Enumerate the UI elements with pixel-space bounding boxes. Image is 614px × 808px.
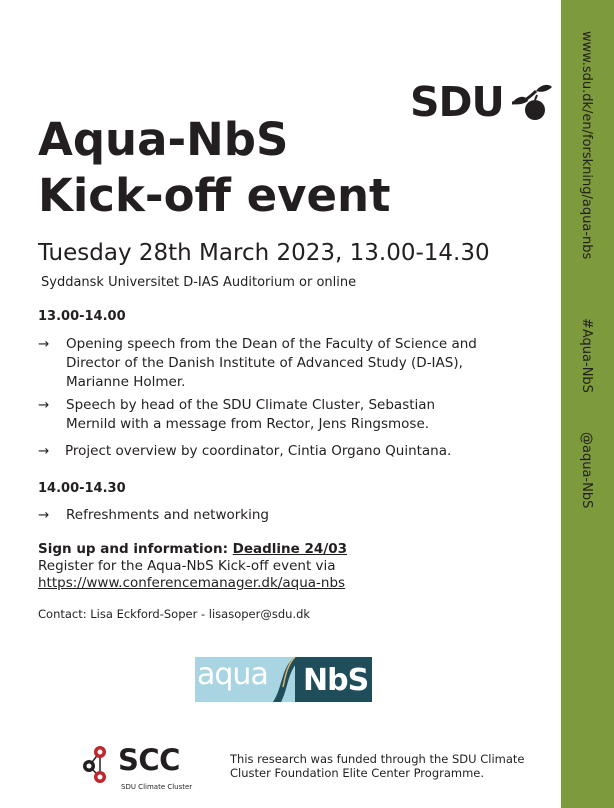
arrow-right-icon: → [38, 397, 50, 413]
title-line-1: Aqua-NbS [38, 113, 289, 166]
signup-deadline: Deadline 24/03 [232, 541, 348, 557]
page-title [38, 112, 391, 224]
sdu-logo-text: SDU [410, 78, 504, 126]
network-nodes-icon [80, 744, 112, 786]
signup-section [38, 541, 347, 592]
arrow-right-icon: → [38, 507, 50, 523]
funding-note: This research was funded through the SDU Climate Cluster Foundation Elite Center Programme. [230, 752, 525, 780]
arrow-right-icon: → [38, 443, 50, 459]
aqua-nbs-logo [195, 657, 372, 702]
contact-info: Contact: Lisa Eckford-Soper - lisasoper@sdu.dk [38, 607, 311, 621]
event-date: Tuesday 28th March 2023, 13.00-14.30 [38, 240, 490, 266]
wave-icon [273, 657, 303, 702]
agenda-time-2: 14.00-14.30 [38, 481, 126, 496]
sidebar-handle: @aqua-NbS [579, 432, 594, 509]
agenda-item [38, 335, 486, 392]
sidebar-url[interactable]: www.sdu.dk/en/forskning/aqua-nbs [579, 31, 594, 260]
agenda-item [38, 506, 486, 525]
nbs-logo-text: NbS [303, 663, 369, 698]
agenda-item [38, 442, 485, 461]
aqua-logo-right [295, 657, 372, 702]
agenda-item [38, 396, 486, 434]
sdu-logo [410, 80, 554, 124]
aqua-logo-text: aqua [197, 657, 268, 692]
sidebar-hashtag: #Aqua-NbS [579, 318, 594, 393]
title-line-2: Kick-off event [38, 169, 391, 222]
signup-register-text: Register for the Aqua-NbS Kick-off event via [38, 558, 336, 574]
apple-icon [508, 83, 554, 123]
agenda-item-text: Speech by head of the SDU Climate Cluster, Sebastian Mernild with a message from Rector, Jens Ringsmose. [66, 397, 436, 432]
scc-logo [80, 744, 180, 786]
signup-heading: Sign up and information: [38, 541, 233, 557]
agenda-item-text: Project overview by coordinator, Cintia Organo Quintana. [65, 443, 452, 459]
signup-heading-line [38, 541, 347, 558]
scc-logo-text: SCC [118, 743, 180, 777]
side-bar [561, 0, 614, 808]
signup-link[interactable]: https://www.conferencemanager.dk/aqua-nbs [38, 575, 346, 591]
event-venue: Syddansk Universitet D-IAS Auditorium or online [41, 275, 357, 290]
agenda-item-text: Refreshments and networking [66, 507, 270, 523]
scc-logo-subtitle: SDU Climate Cluster [121, 783, 193, 791]
arrow-right-icon: → [38, 336, 50, 352]
agenda-time-1: 13.00-14.00 [38, 309, 126, 324]
side-text-column [561, 0, 614, 808]
agenda-item-text: Opening speech from the Dean of the Faculty of Science and Director of the Danish Institute of Advanced Study (D-IAS), Marianne Holmer. [66, 336, 477, 390]
